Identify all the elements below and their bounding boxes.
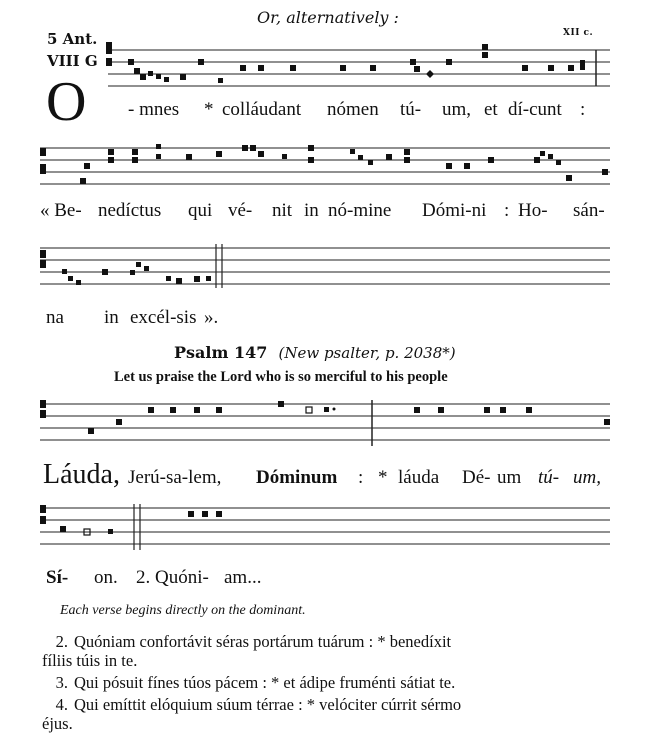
staff-antiphon-1 [40,38,612,98]
verse-text: Quóniam confortávit séras portárum tuárum : * benedíxit [74,632,452,651]
lyric-colon: : [358,467,364,488]
staff-antiphon-2 [40,140,612,195]
lyric-word: nó-mine [328,200,392,221]
lyric-word: dí-cunt [508,99,562,120]
lyric-word: tú- [400,99,422,120]
verse-2 [42,632,614,670]
staff-psalm-1 [40,396,612,456]
verse-4 [42,695,614,733]
lyric-word-initial [43,459,120,490]
verse-number: 3. [55,673,68,692]
source-reference: XII c. [563,28,594,38]
verse-number: 4. [55,695,68,714]
drop-cap-initial: O [46,71,87,133]
lyric-syllable: Dé- [462,467,491,488]
lyric-colon: : [504,200,510,221]
lyric-syllable: nit [272,200,293,221]
lyric-word: colláudant [222,99,302,120]
verse-text: Qui emíttit elóquium súum térrae : * velóciter cúrrit sérmo [74,695,462,714]
staff-antiphon-3 [40,240,612,295]
lyric-syllable: um [497,467,522,488]
lyric-asterisk: * [378,467,388,488]
lyric-syllable: - mnes [128,99,180,120]
lyric-syllable: Ho- [518,200,548,221]
psalm-subtitle: Let us praise the Lord who is so merciful to his people [114,369,448,385]
lyric-word: in [104,307,119,328]
lyric-syllable: « Be- [40,200,82,221]
verse-number: 2. [55,632,68,651]
verse-text-continued: éjus. [42,714,73,733]
lyric-word: et [484,99,498,120]
verse-text: Qui pósuit fínes túos pácem : * et ádipe fruménti sátiat te. [74,673,456,692]
lyric-syllable: on. [94,567,118,588]
lyric-syllable: na [46,307,64,328]
lyric-word: Dómi-ni [422,200,487,221]
lyric-syllable: sán- [573,200,605,221]
lyric-asterisk: * [204,99,214,120]
lyric-word: qui [188,200,213,221]
verse-text-continued: fíliis túis in te. [42,651,138,670]
lyric-end-quote: ». [204,307,219,328]
lyric-word: in [304,200,319,221]
lyric-syllable: am... [224,567,262,588]
lyric-syllable: vé- [228,200,253,221]
lyric-word: nedíctus [98,200,162,221]
lyric-syllable: tú- [538,467,560,488]
lyric-colon: : [580,99,586,120]
lyric-word: nómen [327,99,379,120]
lyric-word: láuda [398,467,440,488]
psalm-note: (New psalter, p. 2038*) [278,344,456,362]
verse-3 [42,673,614,692]
lyric-word: Jerú-sa-lem, [128,467,222,488]
lyric-word: 2. Quóni- [136,567,209,588]
lyric-syllable: um, [573,467,601,488]
antiphon-number: 5 Ant. [47,30,98,48]
lyric-word: um, [442,99,472,120]
psalm-initial-word: Láuda, [43,459,120,490]
alternative-heading: Or, alternatively : [257,8,399,27]
verse-instruction: Each verse begins directly on the dominant. [60,603,306,618]
psalm-title: Psalm 147 [174,343,268,362]
psalm-heading [174,343,456,362]
lyric-word: excél-sis [130,307,197,328]
lyric-word: Dóminum [256,467,338,488]
lyric-syllable: Sí- [46,567,69,588]
staff-psalm-2 [40,500,612,555]
mode-label: VIII G [47,52,98,70]
